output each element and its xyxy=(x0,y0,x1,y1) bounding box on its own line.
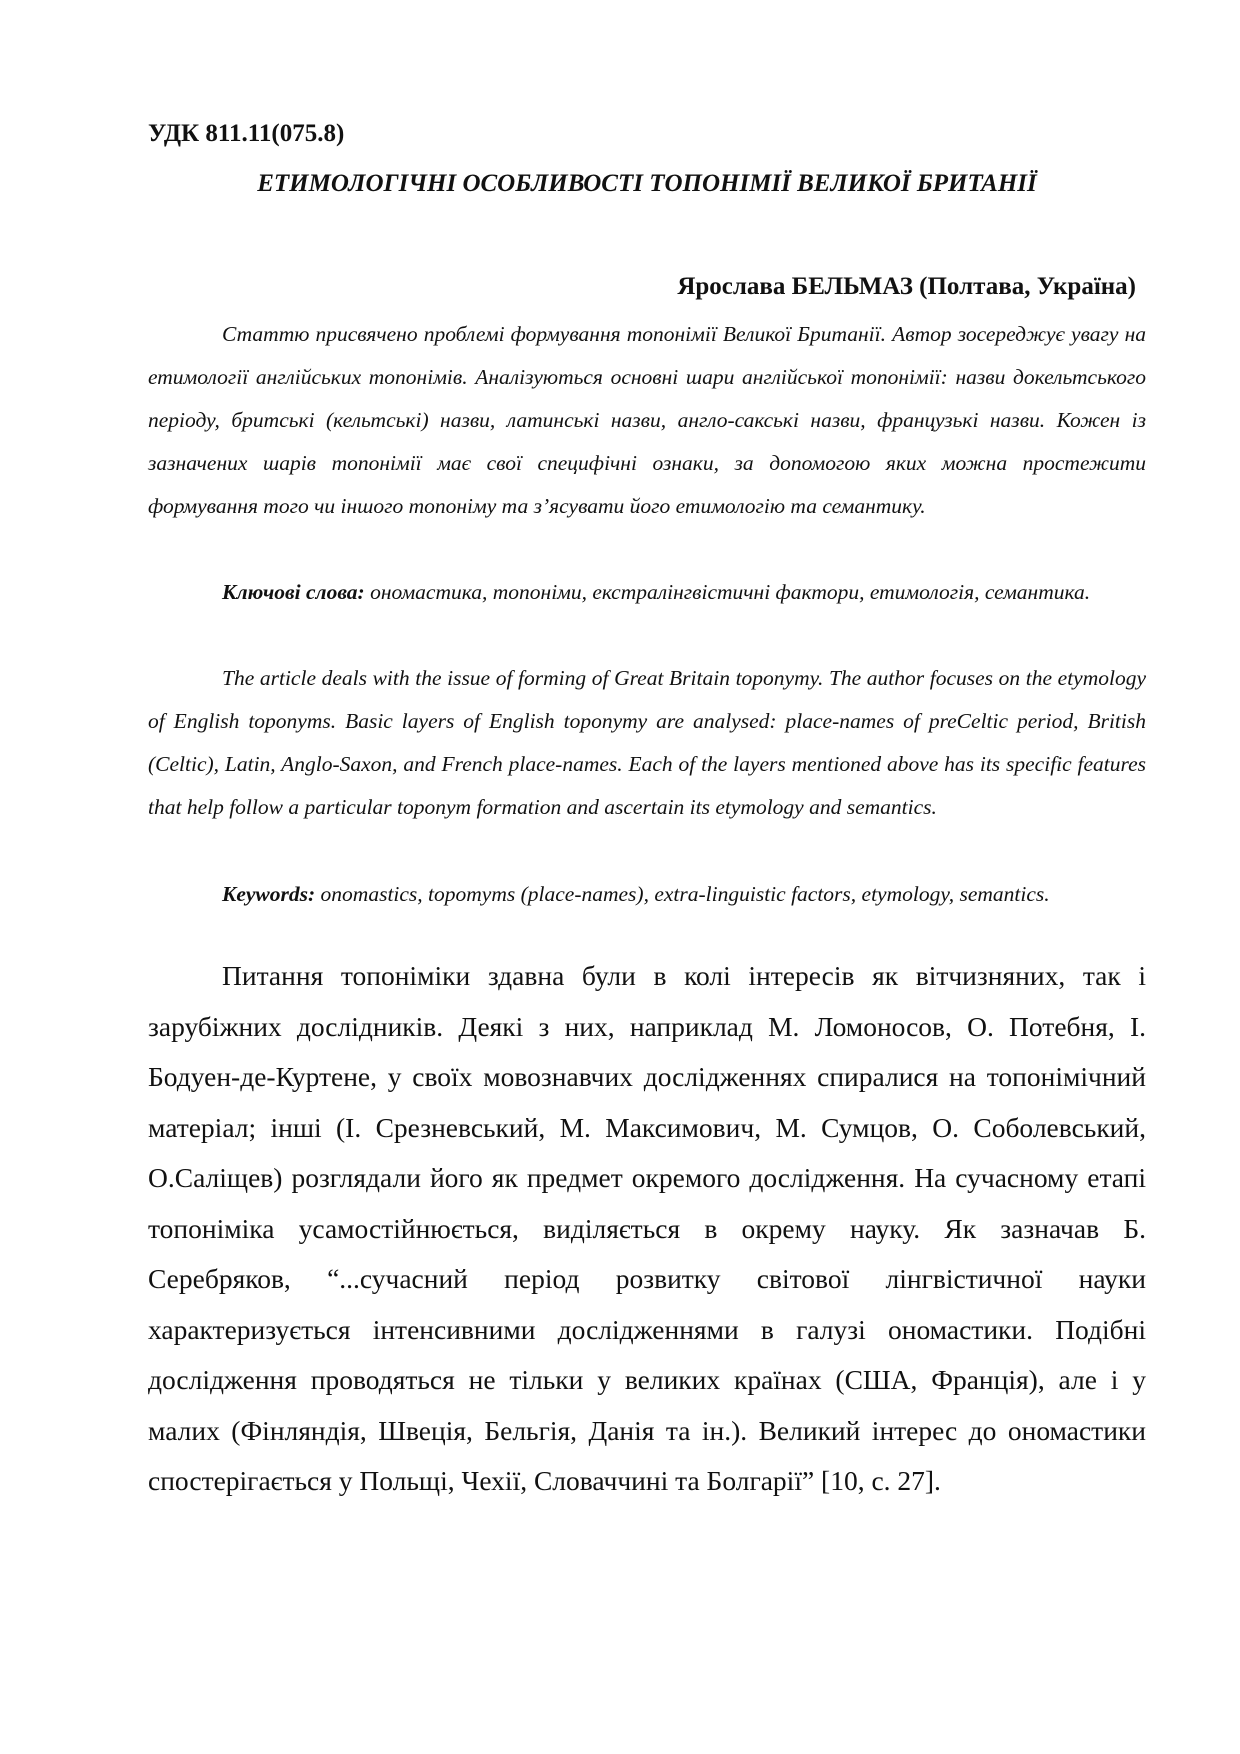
keywords-english xyxy=(148,873,1146,916)
keywords-list-english: onomastics, topomyms (place-names), extra-linguistic factors, etymology, semantics. xyxy=(315,882,1050,906)
body-paragraph: Питання топоніміки здавна були в колі інтересів як вітчизняних, так і зарубіжних дослідників. Деякі з них, наприклад М. Ломоносов, О. Потебня, І. Бодуен-де-Куртене, у своїх мовознавчих дослідженнях спиралися на топонімічний матеріал; інші (І. Срезневський, М. Максимович, М. Сумцов, О. Соболевський, О.Саліщев) розглядали його як предмет окремого дослідження. На сучасному етапі топоніміка усамостійнюється, виділяється в окрему науку. Як зазначав Б. Серебряков, “...сучасний період розвитку світової лінгвістичної науки характеризується інтенсивними дослідженнями в галузі ономастики. Подібні дослідження проводяться не тільки у великих країнах (США, Франція), але і у малих (Фінляндія, Швеція, Бельгія, Данія та ін.). Великий інтерес до ономастики спостерігається у Польщі, Чехії, Словаччині та Болгарії” [10, с. 27]. xyxy=(148,960,1146,1496)
keywords-label-ukrainian: Ключові слова: xyxy=(222,580,365,604)
author-line: Ярослава БЕЛЬМАЗ (Полтава, Україна) xyxy=(677,273,1136,300)
keywords-label-english: Keywords: xyxy=(222,882,316,906)
abstract-english: The article deals with the issue of forming of Great Britain toponymy. The author focuses on the etymology of English toponyms. Basic layers of English toponymy are analysed: place-names of preCeltic period, British (Celtic), Latin, Anglo-Saxon, and French place-names. Each of the layers mentioned above has its specific features that help follow a particular toponym formation and ascertain its etymology and semantics. xyxy=(148,666,1146,819)
article-title: ЕТИМОЛОГІЧНІ ОСОБЛИВОСТІ ТОПОНІМІЇ ВЕЛИКОЇ БРИТАНІЇ xyxy=(257,170,1037,197)
keywords-list-ukrainian: ономастика, топоніми, екстралінгвістичні фактори, етимологія, семантика. xyxy=(364,580,1091,604)
udc-code: УДК 811.11(075.8) xyxy=(148,120,345,147)
abstract-ukrainian: Статтю присвячено проблемі формування топонімії Великої Британії. Автор зосереджує увагу на етимології англійських топонімів. Аналізуються основні шари англійської топонімії: назви докельтського періоду, бритські (кельтські) назви, латинські назви, англо-сакські назви, французькі назви. Кожен із зазначених шарів топонімії має свої специфічні ознаки, за допомогою яких можна простежити формування того чи іншого топоніму та з’ясувати його етимологію та семантику. xyxy=(148,322,1146,518)
keywords-ukrainian xyxy=(148,571,1146,614)
